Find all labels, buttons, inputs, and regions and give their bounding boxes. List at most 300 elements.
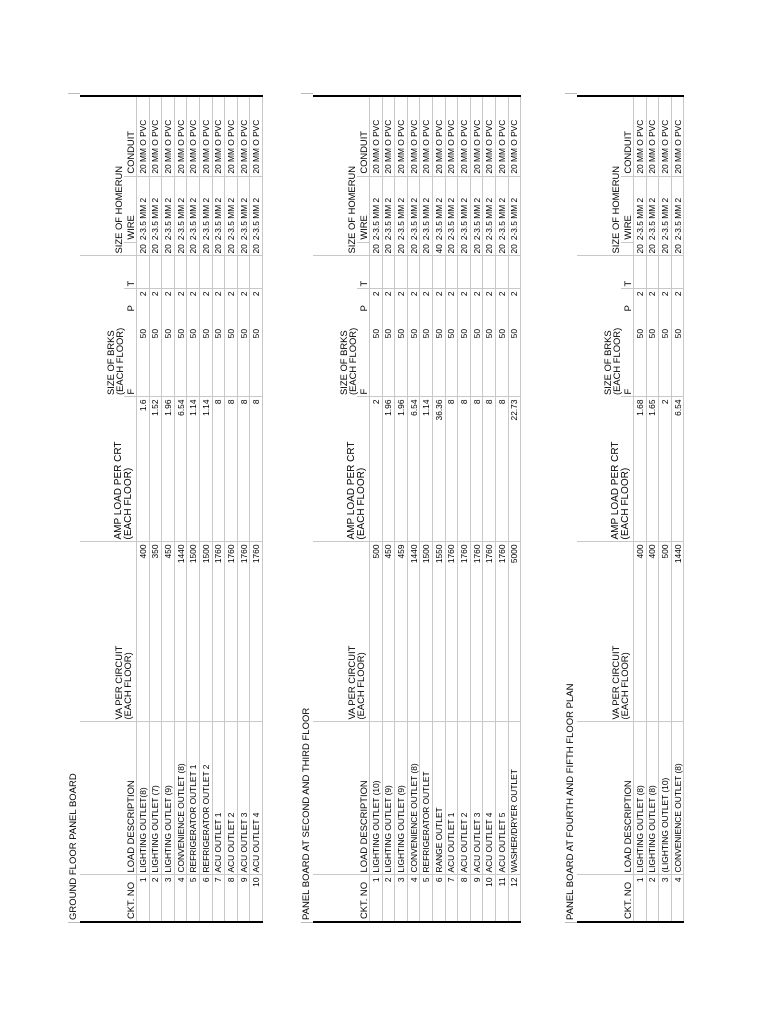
brk-t-cell [470,256,483,289]
load-description-cell: LIGHTING OUTLET (10) [370,722,383,875]
table-row [370,96,383,922]
wire-cell: 2-3.5 MM 2 [199,176,212,242]
brk-f-cell: 50 [508,327,521,397]
brk-t-cell [445,256,458,289]
wire-cell: 2-3.5 MM 2 [470,176,483,242]
load-description-cell: ACU OUTLET 1 [445,722,458,875]
amp-load-cell: 36.36 [432,397,445,542]
amp-load-cell: 1.65 [646,397,659,542]
homerun-header: SIZE OF HOMERUN [346,165,357,254]
homerun-size-cell: 20 [187,242,200,256]
table-row [212,96,225,922]
table-row [137,96,150,922]
amp-load-cell: 8 [445,397,458,542]
brk-f-cell: 50 [250,327,263,397]
ckt-no-cell: 1 [137,875,150,922]
brk-p-cell: 2 [432,289,445,327]
brk-p-header: P [125,305,136,312]
amp-subheader: (EACH FLOOR) [356,467,367,540]
va-cell: 459 [395,542,408,722]
wire-cell: 2-3.5 MM 2 [395,176,408,242]
conduit-cell: 20 MM O PVC [187,96,200,176]
load-description-cell: WASHER/DRYER OUTLET [508,722,521,875]
conduit-cell: 20 MM O PVC [212,96,225,176]
va-cell: 1440 [174,542,187,722]
brk-f-cell: 50 [646,327,659,397]
conduit-cell: 20 MM O PVC [508,96,521,176]
table-row [634,96,647,922]
va-cell: 1760 [225,542,238,722]
ckt-no-cell: 11 [495,875,508,922]
wire-cell: 2-3.5 MM 2 [634,176,647,242]
ckt-no-cell: 1 [370,875,383,922]
brk-f-cell: 50 [382,327,395,397]
va-cell: 1440 [671,542,684,722]
conduit-cell: 20 MM O PVC [458,96,471,176]
load-description-cell: ACU OUTLET 2 [225,722,238,875]
brk-f-cell: 50 [495,327,508,397]
brk-t-cell [659,256,672,289]
brk-t-cell [483,256,496,289]
brk-f-cell: 50 [445,327,458,397]
load-description-cell: ACU OUTLET 5 [495,722,508,875]
va-cell: 1500 [199,542,212,722]
homerun-size-cell: 40 [432,242,445,256]
amp-load-cell: 8 [225,397,238,542]
homerun-size-cell: 20 [508,242,521,256]
va-cell: 1760 [445,542,458,722]
brk-f-cell: 50 [237,327,250,397]
panel-table [80,95,263,923]
amp-load-cell: 6.54 [407,397,420,542]
va-cell: 1500 [420,542,433,722]
conduit-cell: 20 MM O PVC [495,96,508,176]
homerun-size-cell: 20 [445,242,458,256]
panel-second-third-floor [301,93,521,923]
wire-cell: 2-3.5 MM 2 [137,176,150,242]
va-cell: 1760 [470,542,483,722]
load-description-cell: ACU OUTLET 3 [470,722,483,875]
conduit-cell: 20 MM O PVC [174,96,187,176]
load-description-cell: ACU OUTLET 1 [212,722,225,875]
conduit-cell: 20 MM O PVC [395,96,408,176]
panel-title: PANEL BOARD AT FOURTH AND FIFTH FLOOR PLAN [565,93,577,923]
table-row [187,96,200,922]
brk-p-cell: 2 [458,289,471,327]
va-subheader: (EACH FLOOR) [122,652,133,720]
wire-cell: 2-3.5 MM 2 [508,176,521,242]
brk-t-cell [137,256,150,289]
brk-f-cell: 50 [470,327,483,397]
brk-t-cell [407,256,420,289]
brk-p-header: P [622,305,633,312]
homerun-size-cell: 20 [199,242,212,256]
table-row [445,96,458,922]
conduit-cell: 20 MM O PVC [162,96,175,176]
wire-cell: 2-3.5 MM 2 [432,176,445,242]
conduit-cell: 20 MM O PVC [225,96,238,176]
size-of-brks-subheader: (EACH FLOOR) [114,327,125,395]
va-subheader: (EACH FLOOR) [355,652,366,720]
table-row [420,96,433,922]
wire-header: WIRE [357,176,370,242]
amp-load-cell: 6.54 [174,397,187,542]
brk-p-cell: 2 [508,289,521,327]
brk-f-cell: 50 [458,327,471,397]
brk-p-cell: 2 [237,289,250,327]
va-cell: 500 [370,542,383,722]
wire-cell: 2-3.5 MM 2 [382,176,395,242]
va-cell: 1500 [187,542,200,722]
ckt-no-cell: 10 [483,875,496,922]
amp-subheader: (EACH FLOOR) [123,467,134,540]
va-cell: 1760 [495,542,508,722]
va-cell: 400 [646,542,659,722]
homerun-size-cell: 20 [395,242,408,256]
conduit-header: CONDUIT [357,96,370,176]
conduit-cell: 20 MM O PVC [370,96,383,176]
va-cell: 500 [659,542,672,722]
amp-load-cell: 1.68 [634,397,647,542]
brk-t-cell [420,256,433,289]
amp-load-cell: 6.54 [671,397,684,542]
amp-load-cell: 1.6 [137,397,150,542]
homerun-size-cell: 20 [646,242,659,256]
brk-t-cell [395,256,408,289]
homerun-size-cell: 20 [671,242,684,256]
brk-p-cell: 2 [225,289,238,327]
wire-cell: 2-3.5 MM 2 [187,176,200,242]
conduit-cell: 20 MM O PVC [237,96,250,176]
brk-p-cell: 2 [445,289,458,327]
table-row [671,96,684,922]
brk-p-cell: 2 [671,289,684,327]
va-cell: 5000 [508,542,521,722]
wire-cell: 2-3.5 MM 2 [149,176,162,242]
load-description-cell: REFRIGERATOR OUTLET [420,722,433,875]
wire-cell: 2-3.5 MM 2 [250,176,263,242]
load-description-cell: ACU OUTLET 4 [483,722,496,875]
va-header: VA PER CIRCUIT [610,645,621,720]
wire-cell: 2-3.5 MM 2 [174,176,187,242]
ckt-no-cell: 7 [445,875,458,922]
ckt-no-cell: 3 [395,875,408,922]
table-row [407,96,420,922]
va-cell: 1550 [432,542,445,722]
load-description-cell: REFRIGERATOR OUTLET 1 [187,722,200,875]
panel-ground-floor [68,93,263,923]
brk-p-cell: 2 [646,289,659,327]
va-cell: 350 [149,542,162,722]
load-description-cell: LIGHTING OUTLET(8) [137,722,150,875]
load-description-cell: LIGHTING OUTLET (7) [149,722,162,875]
load-description-cell: ACU OUTLET 3 [237,722,250,875]
brk-f-cell: 50 [162,327,175,397]
wire-cell: 2-3.5 MM 2 [483,176,496,242]
brk-t-cell [432,256,445,289]
wire-cell: 2-3.5 MM 2 [445,176,458,242]
amp-load-cell: 8 [495,397,508,542]
brk-p-cell: 2 [137,289,150,327]
ckt-no-cell: 8 [458,875,471,922]
brk-f-cell: 50 [199,327,212,397]
conduit-cell: 20 MM O PVC [646,96,659,176]
brk-f-cell: 50 [395,327,408,397]
load-description-cell: LIGHTING OUTLET (9) [162,722,175,875]
va-subheader: (EACH FLOOR) [619,652,630,720]
conduit-cell: 20 MM O PVC [445,96,458,176]
table-row [250,96,263,922]
conduit-header: CONDUIT [124,96,137,176]
wire-cell: 2-3.5 MM 2 [225,176,238,242]
table-row [646,96,659,922]
brk-t-cell [162,256,175,289]
ckt-no-cell: 4 [407,875,420,922]
conduit-cell: 20 MM O PVC [671,96,684,176]
amp-load-cell: 8 [458,397,471,542]
va-cell: 1760 [237,542,250,722]
brk-f-header: F [357,327,370,397]
va-header: VA PER CIRCUIT [346,645,357,720]
homerun-size-cell: 20 [370,242,383,256]
size-of-brks-header: SIZE OF BRKS [338,330,349,395]
homerun-size-cell: 20 [659,242,672,256]
wire-cell: 2-3.5 MM 2 [162,176,175,242]
brk-p-cell: 2 [420,289,433,327]
va-cell: 450 [382,542,395,722]
brk-p-cell: 2 [199,289,212,327]
brk-f-cell: 50 [174,327,187,397]
table-row [199,96,212,922]
panel-title: PANEL BOARD AT SECOND AND THIRD FLOOR [301,93,313,923]
brk-t-cell [646,256,659,289]
size-of-brks-header: SIZE OF BRKS [105,330,116,395]
brk-t-cell [212,256,225,289]
brk-p-cell: 2 [659,289,672,327]
brk-p-cell: 2 [483,289,496,327]
amp-load-cell: 1.96 [382,397,395,542]
brk-p-cell: 2 [370,289,383,327]
table-row [432,96,445,922]
brk-t-cell [508,256,521,289]
ckt-no-cell: 3 [659,875,672,922]
ckt-no-cell: 9 [237,875,250,922]
ckt-no-header: CKT. NO [124,875,137,922]
brk-p-cell: 2 [382,289,395,327]
ckt-no-cell: 5 [420,875,433,922]
brk-p-cell: 2 [634,289,647,327]
load-description-cell: LIGHTING OUTLET (8) [634,722,647,875]
brk-t-cell [174,256,187,289]
table-row [495,96,508,922]
brk-f-cell: 50 [187,327,200,397]
va-cell: 400 [137,542,150,722]
amp-header: AMP LOAD PER CRT [610,441,621,540]
conduit-cell: 20 MM O PVC [149,96,162,176]
wire-cell: 2-3.5 MM 2 [370,176,383,242]
panel-table [577,95,684,923]
homerun-size-cell: 20 [162,242,175,256]
ckt-no-header: CKT. NO [357,875,370,922]
amp-load-cell: 8 [483,397,496,542]
conduit-cell: 20 MM O PVC [634,96,647,176]
ckt-no-cell: 4 [671,875,684,922]
ckt-no-cell: 2 [646,875,659,922]
homerun-size-cell: 20 [420,242,433,256]
brk-t-cell [370,256,383,289]
ckt-no-cell: 1 [634,875,647,922]
conduit-cell: 20 MM O PVC [483,96,496,176]
load-description-cell: CONVENIENCE OUTLET (8) [671,722,684,875]
brk-p-cell: 2 [407,289,420,327]
brk-f-cell: 50 [137,327,150,397]
brk-f-cell: 50 [671,327,684,397]
brk-p-cell: 2 [395,289,408,327]
table-row [508,96,521,922]
conduit-cell: 20 MM O PVC [659,96,672,176]
panel-table [313,95,521,923]
amp-load-cell: 1.96 [395,397,408,542]
conduit-cell: 20 MM O PVC [199,96,212,176]
ckt-no-cell: 10 [250,875,263,922]
brk-t-cell [495,256,508,289]
table-row [395,96,408,922]
ckt-no-cell: 7 [212,875,225,922]
brk-t-cell [225,256,238,289]
table-row [174,96,187,922]
brk-f-cell: 50 [407,327,420,397]
ckt-no-cell: 9 [470,875,483,922]
load-description-cell: ACU OUTLET 4 [250,722,263,875]
conduit-cell: 20 MM O PVC [470,96,483,176]
conduit-cell: 20 MM O PVC [382,96,395,176]
brk-f-cell: 50 [149,327,162,397]
load-description-cell: CONVENIENCE OUTLET (8) [407,722,420,875]
brk-t-cell [250,256,263,289]
brk-f-cell: 50 [634,327,647,397]
size-of-brks-subheader: (EACH FLOOR) [347,327,358,395]
homerun-size-cell: 20 [407,242,420,256]
va-cell: 1760 [250,542,263,722]
homerun-size-cell: 20 [237,242,250,256]
homerun-size-cell: 20 [495,242,508,256]
wire-header: WIRE [124,176,137,242]
wire-cell: 2-3.5 MM 2 [495,176,508,242]
brk-t-cell [237,256,250,289]
wire-cell: 2-3.5 MM 2 [458,176,471,242]
wire-cell: 2-3.5 MM 2 [212,176,225,242]
panel-fourth-fifth-floor [565,93,684,923]
wire-cell: 2-3.5 MM 2 [671,176,684,242]
amp-load-cell: 1.14 [199,397,212,542]
brk-t-cell [671,256,684,289]
va-cell: 400 [634,542,647,722]
ckt-no-cell: 4 [174,875,187,922]
load-description-cell: RANGE OUTLET [432,722,445,875]
brk-f-cell: 50 [659,327,672,397]
conduit-cell: 20 MM O PVC [420,96,433,176]
table-row [162,96,175,922]
wire-cell: 2-3.5 MM 2 [659,176,672,242]
amp-load-cell: 8 [470,397,483,542]
brk-t-cell [382,256,395,289]
amp-load-cell: 22.73 [508,397,521,542]
brk-p-cell: 2 [470,289,483,327]
size-of-brks-header: SIZE OF BRKS [602,330,613,395]
table-row [149,96,162,922]
ckt-no-cell: 2 [149,875,162,922]
ckt-no-cell: 2 [382,875,395,922]
brk-t-header: T [621,256,634,289]
conduit-cell: 20 MM O PVC [137,96,150,176]
brk-p-cell: 2 [149,289,162,327]
wire-cell: 2-3.5 MM 2 [407,176,420,242]
brk-f-cell: 50 [212,327,225,397]
va-cell: 1760 [458,542,471,722]
table-row [237,96,250,922]
homerun-size-cell: 20 [250,242,263,256]
brk-f-cell: 50 [225,327,238,397]
brk-t-header: T [124,256,137,289]
amp-subheader: (EACH FLOOR) [620,467,631,540]
ckt-no-cell: 12 [508,875,521,922]
table-row [382,96,395,922]
va-cell: 1440 [407,542,420,722]
wire-cell: 2-3.5 MM 2 [420,176,433,242]
brk-p-cell: 2 [495,289,508,327]
wire-cell: 2-3.5 MM 2 [237,176,250,242]
va-header: VA PER CIRCUIT [113,645,124,720]
load-description-header: LOAD DESCRIPTION [357,722,370,875]
homerun-size-cell: 20 [634,242,647,256]
brk-f-cell: 50 [432,327,445,397]
load-description-cell: ACU OUTLET 2 [458,722,471,875]
table-row [470,96,483,922]
brk-p-cell: 2 [187,289,200,327]
conduit-cell: 20 MM O PVC [250,96,263,176]
conduit-header: CONDUIT [621,96,634,176]
table-row [225,96,238,922]
brk-f-cell: 50 [483,327,496,397]
size-of-brks-subheader: (EACH FLOOR) [611,327,622,395]
homerun-size-cell: 20 [483,242,496,256]
load-description-cell: LIGHTING OUTLET (9) [382,722,395,875]
brk-f-cell: 50 [370,327,383,397]
amp-load-cell: 1.14 [187,397,200,542]
wire-cell: 2-3.5 MM 2 [646,176,659,242]
homerun-size-cell: 20 [382,242,395,256]
brk-p-cell: 2 [174,289,187,327]
homerun-size-cell: 20 [225,242,238,256]
brk-p-cell: 2 [250,289,263,327]
load-description-cell: LIGHTING OUTLET (8) [646,722,659,875]
ckt-no-cell: 8 [225,875,238,922]
conduit-cell: 20 MM O PVC [432,96,445,176]
load-description-cell: (LIGHTING OUTLET (10) [659,722,672,875]
amp-header: AMP LOAD PER CRT [346,441,357,540]
brk-t-cell [458,256,471,289]
table-row [483,96,496,922]
load-description-cell: LIGHTING OUTLET (9) [395,722,408,875]
panel-title: GROUND FLOOR PANEL BOARD [68,93,80,923]
va-cell: 1760 [212,542,225,722]
amp-load-cell: 2 [659,397,672,542]
load-description-cell: CONVENIENCE OUTLET (8) [174,722,187,875]
brk-p-cell: 2 [162,289,175,327]
brk-f-header: F [124,327,137,397]
brk-p-cell: 2 [212,289,225,327]
table-row [659,96,672,922]
